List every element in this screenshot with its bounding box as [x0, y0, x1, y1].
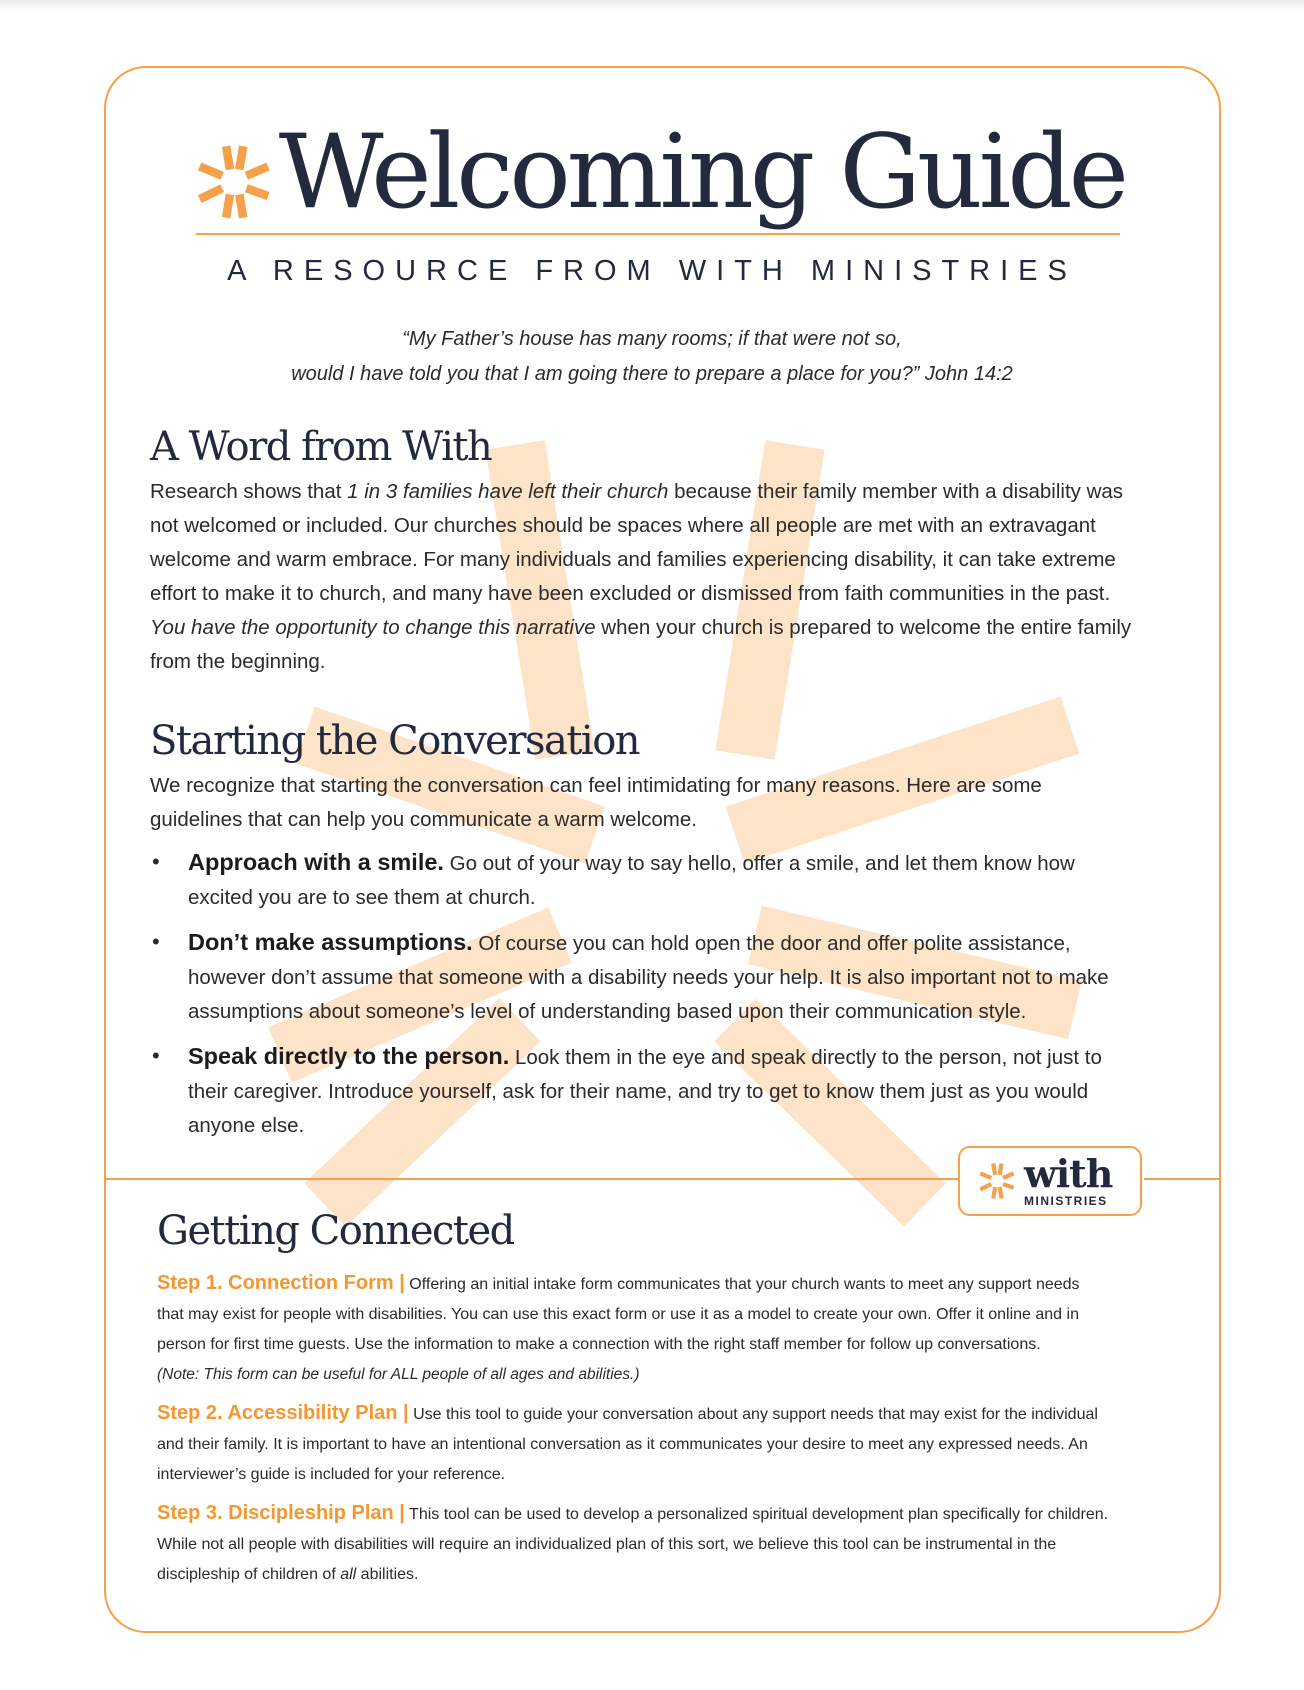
scripture-quote — [0, 322, 1304, 392]
list-item: • Speak directly to the person. Look them in the eye and speak directly to the person, not just to their caregiver. Introduce yourself, ask for their name, and try to get to know them just as you would anyone else. — [152, 1043, 1102, 1137]
step-label: Step 1. Connection Form | — [157, 1272, 405, 1294]
section-divider — [1144, 1178, 1221, 1180]
section-heading-getting-connected: Getting Connected — [157, 1208, 514, 1254]
bullet-lead: Speak directly to the person. — [188, 1043, 510, 1069]
page-subtitle: A RESOURCE FROM WITH MINISTRIES — [227, 255, 1077, 287]
step-item: Step 1. Connection Form | Offering an initial intake form communicates that your church wants to meet any support needs that may exist for people with disabilities. You can use this exact form or use it as a model to create your own. Offer it online and in person for first time guests. Use the information to make a connection with the right staff member for follow up conversations. (Note: This form can be useful for ALL people of all ages and abilities.) — [157, 1268, 1157, 1390]
section-heading-word-from-with: A Word from With — [150, 424, 492, 470]
section-divider — [104, 1178, 960, 1180]
quote-line: would I have told you that I am going there to prepare a place for you?” John 14:2 — [291, 363, 1013, 385]
section-heading-starting-conversation: Starting the Conversation — [150, 718, 640, 764]
list-item: • Don’t make assumptions. Of course you can hold open the door and offer polite assistance, however don’t assume that someone with a disability needs your help. It is also important not to make assumptions about someone’s level of understanding based upon their communication style. — [152, 929, 1109, 1023]
steps-list — [157, 1268, 1157, 1598]
logo-subtext: MINISTRIES — [1024, 1194, 1108, 1208]
starburst-logo-icon — [195, 141, 273, 223]
step-label: Step 3. Discipleship Plan | — [157, 1502, 405, 1524]
logo-wordmark: with — [1024, 1151, 1113, 1196]
emphasis-opportunity: You have the opportunity to change this narrative — [150, 616, 596, 639]
starburst-logo-icon — [978, 1162, 1016, 1200]
with-ministries-logo — [958, 1146, 1142, 1216]
quote-line: “My Father’s house has many rooms; if that were not so, — [402, 328, 902, 350]
title-row — [195, 108, 1125, 238]
title-underline — [196, 233, 1120, 235]
word-from-with-paragraph: Research shows that 1 in 3 families have left their church because their family member with a disability was not welcomed or included. Our churches should be spaces where all people are met with an extravagant welcome and warm embrace. For many individuals and families experiencing disability, it can take extreme effort to make it to church, and many have been excluded or dismissed from faith communities in the past. You have the opportunity to change this narrative when your church is prepared to welcome the entire family from the beginning. — [150, 480, 1132, 673]
bullet-lead: Don’t make assumptions. — [188, 929, 473, 955]
emphasis-statistic: 1 in 3 families have left their church — [347, 480, 669, 503]
conversation-intro: We recognize that starting the conversation can feel intimidating for many reasons. Here are some guidelines that can help you communicate a warm welcome. — [150, 774, 1042, 831]
step-item: Step 2. Accessibility Plan | Use this tool to guide your conversation about any support needs that may exist for the individual and their family. It is important to have an intentional conversation as it communicates your desire to meet any expressed needs. An interviewer’s guide is included for your reference. — [157, 1402, 1098, 1483]
step-item: Step 3. Discipleship Plan | This tool can be used to develop a personalized spiritual development plan specifically for children. While not all people with disabilities will require an individualized plan of this sort, we believe this tool can be instrumental in the discipleship of children of all abilities. — [157, 1502, 1109, 1583]
step-note: (Note: This form can be useful for ALL people of all ages and abilities.) — [157, 1366, 640, 1383]
list-item: • Approach with a smile. Go out of your way to say hello, offer a smile, and let them know how excited you are to see them at church. — [152, 849, 1075, 909]
page-title: Welcoming Guide — [278, 113, 1125, 232]
bullet-lead: Approach with a smile. — [188, 849, 444, 875]
guidelines-list — [150, 845, 1150, 1153]
step-label: Step 2. Accessibility Plan | — [157, 1402, 409, 1424]
